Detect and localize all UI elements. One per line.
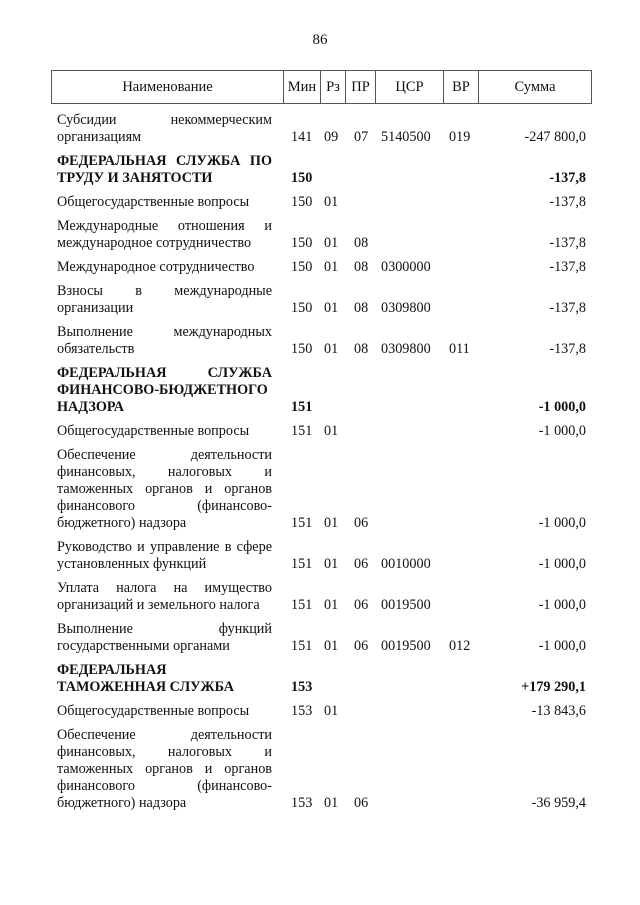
cell-min: 151	[291, 423, 313, 439]
cell-pr: 08	[354, 341, 369, 357]
cell-min: 150	[291, 300, 313, 316]
cell-csr: 0309800	[381, 300, 431, 316]
cell-rz: 01	[324, 235, 339, 251]
table-row	[57, 283, 587, 317]
table-row	[57, 580, 587, 614]
table-header	[51, 70, 592, 104]
cell-csr: 0019500	[381, 597, 431, 613]
cell-vr: 011	[449, 341, 470, 357]
table-row	[57, 539, 587, 573]
cell-sum: -137,8	[549, 259, 586, 275]
header-sum: Сумма	[514, 78, 556, 95]
cell-sum: -1 000,0	[538, 515, 586, 531]
cell-sum: -36 959,4	[531, 795, 586, 811]
cell-rz: 01	[324, 423, 339, 439]
table-row	[57, 621, 587, 655]
cell-name: Обеспечение деятельности финансовых, налоговых и таможенных органов и органов финансового (финансово-бюджетного) надзора	[57, 447, 272, 531]
header-name: Наименование	[52, 71, 284, 103]
cell-min: 153	[291, 703, 313, 719]
table-row	[57, 703, 587, 720]
table-row	[57, 112, 587, 146]
cell-sum: -1 000,0	[538, 638, 586, 654]
cell-name: Обеспечение деятельности финансовых, налоговых и таможенных органов и органов финансового (финансово-бюджетного) надзора	[57, 727, 272, 811]
table-body	[57, 112, 587, 819]
header-min: Мин	[284, 71, 321, 103]
cell-min: 151	[291, 597, 313, 613]
cell-rz: 09	[324, 129, 339, 145]
cell-pr: 08	[354, 300, 369, 316]
cell-rz: 01	[324, 341, 339, 357]
cell-csr: 0010000	[381, 556, 431, 572]
table-row	[57, 423, 587, 440]
cell-min: 150	[291, 341, 313, 357]
cell-csr: 5140500	[381, 129, 431, 145]
cell-min: 151	[291, 515, 313, 531]
cell-min: 150	[291, 194, 313, 210]
cell-pr: 06	[354, 556, 369, 572]
cell-min: 151	[291, 556, 313, 572]
cell-name: Взносы в международные организации	[57, 283, 272, 316]
cell-sum: -137,8	[549, 194, 586, 210]
cell-name: Общегосударственные вопросы	[57, 194, 250, 210]
table-row-section	[57, 662, 587, 696]
cell-min: 153	[291, 795, 313, 811]
cell-min: 153	[291, 679, 313, 695]
page-number: 86	[312, 32, 328, 48]
table-row	[57, 447, 587, 532]
cell-min: 150	[291, 259, 313, 275]
cell-name: Общегосударственные вопросы	[57, 703, 250, 719]
cell-min: 141	[291, 129, 313, 145]
cell-rz: 01	[324, 259, 339, 275]
cell-csr: 0300000	[381, 259, 431, 275]
cell-sum: -1 000,0	[538, 423, 586, 439]
cell-pr: 06	[354, 638, 369, 654]
cell-pr: 08	[354, 259, 369, 275]
table-row	[57, 259, 587, 276]
cell-min: 150	[291, 235, 313, 251]
cell-sum: -137,8	[549, 170, 586, 186]
cell-name: ФЕДЕРАЛЬНАЯ СЛУЖБА ПО ТРУДУ И ЗАНЯТОСТИ	[57, 153, 272, 186]
cell-min: 150	[291, 170, 313, 186]
cell-sum: -247 800,0	[524, 129, 586, 145]
table-row	[57, 324, 587, 358]
cell-csr: 0309800	[381, 341, 431, 357]
cell-sum: -137,8	[549, 300, 586, 316]
cell-name: Выполнение международных обязательств	[57, 324, 272, 357]
cell-pr: 06	[354, 597, 369, 613]
cell-rz: 01	[324, 194, 339, 210]
cell-csr: 0019500	[381, 638, 431, 654]
cell-name: Уплата налога на имущество организаций и земельного налога	[57, 580, 272, 613]
cell-name: ФЕДЕРАЛЬНАЯ СЛУЖБА ФИНАНСОВО-БЮДЖЕТНОГО НАДЗОРА	[57, 365, 272, 415]
header-pr: ПР	[346, 71, 376, 103]
cell-min: 151	[291, 638, 313, 654]
cell-name: Международное сотрудничество	[57, 259, 255, 275]
cell-rz: 01	[324, 300, 339, 316]
header-csr: ЦСР	[376, 71, 444, 103]
cell-sum: -137,8	[549, 235, 586, 251]
table-row	[57, 218, 587, 252]
cell-rz: 01	[324, 556, 339, 572]
cell-name: Общегосударственные вопросы	[57, 423, 250, 439]
cell-pr: 06	[354, 515, 369, 531]
header-vr: ВР	[444, 71, 479, 103]
cell-pr: 07	[354, 129, 369, 145]
cell-sum: -1 000,0	[538, 556, 586, 572]
cell-sum: -1 000,0	[538, 597, 586, 613]
cell-min: 151	[291, 399, 313, 415]
table-row	[57, 727, 587, 812]
cell-name: Выполнение функций государственными органами	[57, 621, 272, 654]
header-rz: Рз	[321, 71, 346, 103]
cell-vr: 012	[449, 638, 471, 654]
cell-rz: 01	[324, 703, 339, 719]
cell-sum: -137,8	[549, 341, 586, 357]
cell-name: ФЕДЕРАЛЬНАЯ ТАМОЖЕННАЯ СЛУЖБА	[57, 662, 235, 695]
cell-rz: 01	[324, 597, 339, 613]
table-row-section	[57, 365, 587, 416]
cell-name: Субсидии некоммерческим организациям	[57, 112, 272, 145]
cell-name: Руководство и управление в сфере установленных функций	[57, 539, 272, 572]
cell-sum: -13 843,6	[531, 703, 586, 719]
cell-rz: 01	[324, 638, 339, 654]
cell-pr: 08	[354, 235, 369, 251]
cell-sum: +179 290,1	[521, 679, 586, 695]
table-row	[57, 194, 587, 211]
cell-pr: 06	[354, 795, 369, 811]
cell-rz: 01	[324, 515, 339, 531]
cell-rz: 01	[324, 795, 339, 811]
cell-name: Международные отношения и международное сотрудничество	[57, 218, 272, 251]
cell-vr: 019	[449, 129, 471, 145]
cell-sum: -1 000,0	[538, 399, 586, 415]
table-row-section	[57, 153, 587, 187]
